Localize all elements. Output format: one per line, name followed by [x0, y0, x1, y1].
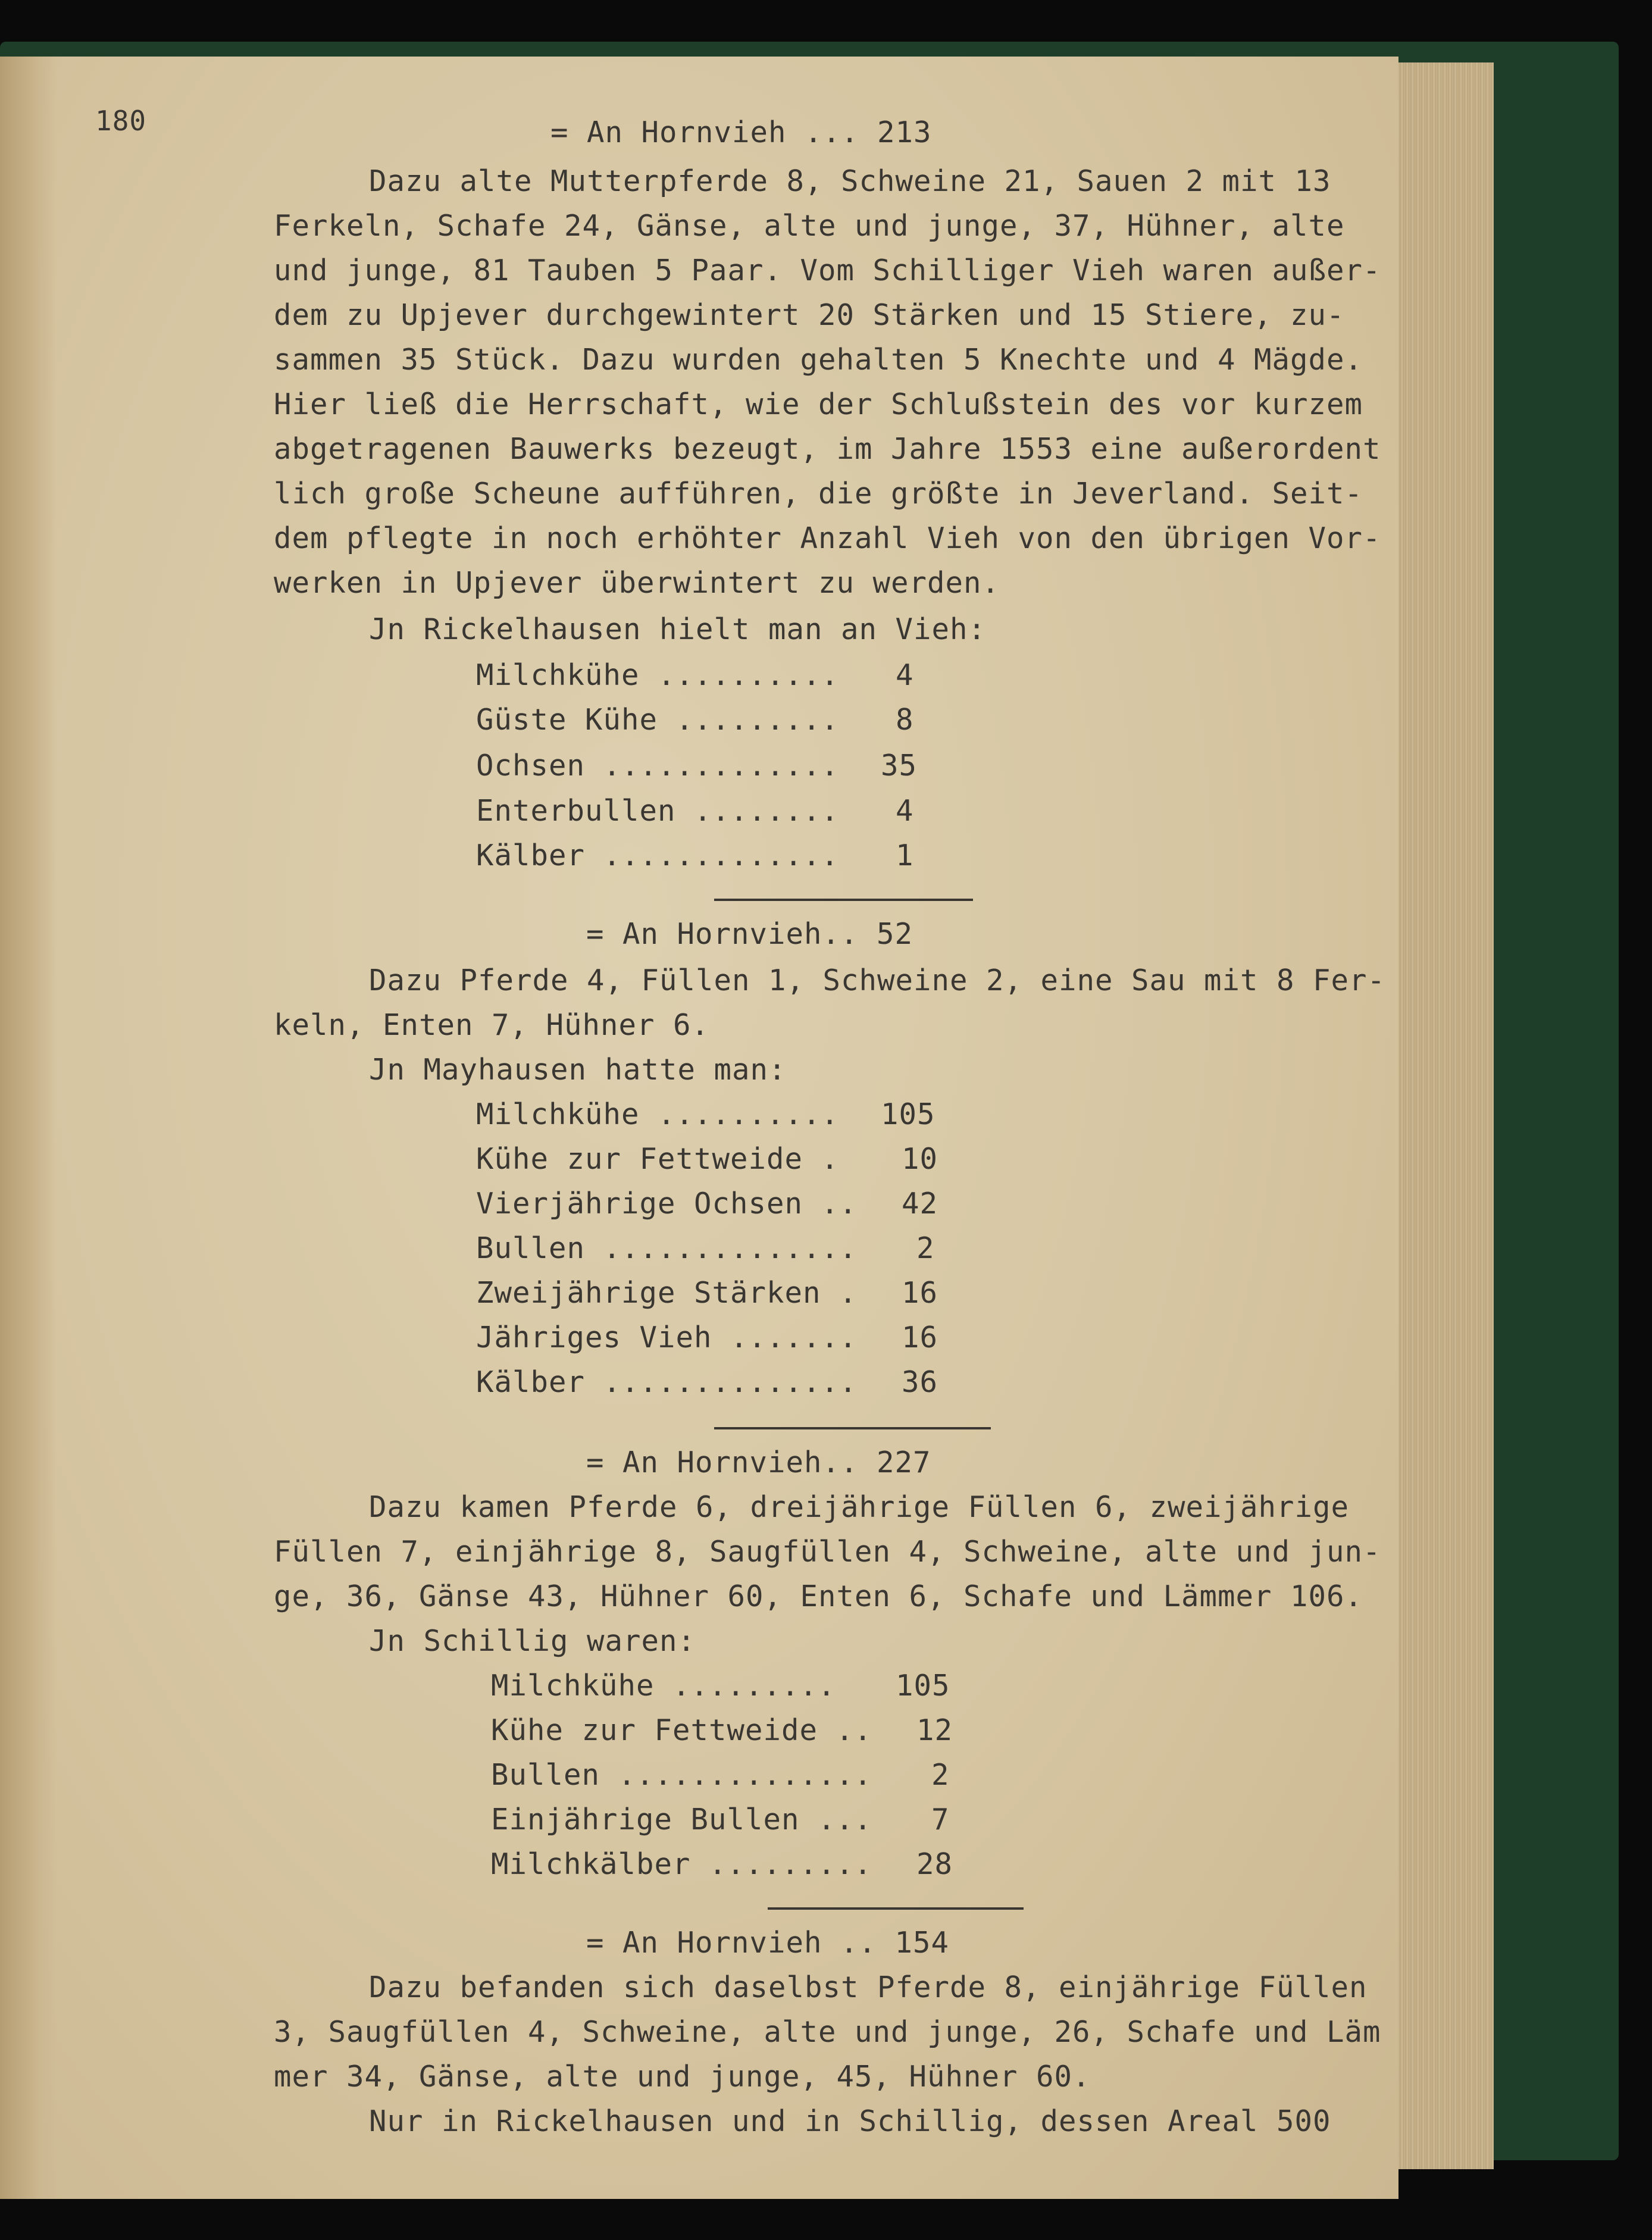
mayhausen-total: = An Hornvieh.. 227 — [586, 1446, 931, 1479]
schillig-total: = An Hornvieh .. 154 — [586, 1926, 950, 1960]
schillig-after-line-4: Nur in Rickelhausen und in Schillig, dessen Areal 500 — [369, 2104, 1331, 2138]
para1-line-7: abgetragenen Bauwerks bezeugt, im Jahre 1553 eine außerordent — [274, 432, 1381, 466]
mayhausen-row-value: 36 — [902, 1365, 938, 1399]
rickelhausen-row-value: 1 — [896, 839, 914, 872]
sum-rule — [768, 1907, 1024, 1910]
rickelhausen-row-label: Kälber ............. — [476, 839, 840, 872]
mayhausen-row-value: 2 — [916, 1231, 935, 1265]
mayhausen-row-value: 42 — [902, 1187, 938, 1221]
mayhausen-after-line-1: Dazu kamen Pferde 6, dreijährige Füllen 6, zweijährige — [369, 1490, 1350, 1524]
page-stack-edge — [1398, 62, 1494, 2169]
mayhausen-after-line-3: ge, 36, Gänse 43, Hühner 60, Enten 6, Schafe und Lämmer 106. — [274, 1579, 1363, 1613]
para1-line-1: Dazu alte Mutterpferde 8, Schweine 21, Sauen 2 mit 13 — [369, 164, 1331, 198]
mayhausen-row-label: Jähriges Vieh ....... — [476, 1321, 858, 1354]
sum-rule — [714, 1427, 991, 1429]
mayhausen-row-value: 105 — [881, 1097, 935, 1131]
mayhausen-row-value: 16 — [902, 1276, 938, 1310]
schillig-row-value: 105 — [896, 1669, 950, 1703]
para1-line-3: und junge, 81 Tauben 5 Paar. Vom Schilliger Vieh waren außer- — [274, 254, 1381, 287]
para1-line-4: dem zu Upjever durchgewintert 20 Stärken und 15 Stiere, zu- — [274, 298, 1345, 332]
rickelhausen-after-line-1: Dazu Pferde 4, Füllen 1, Schweine 2, eine Sau mit 8 Fer- — [369, 963, 1386, 997]
mayhausen-row-label: Milchkühe .......... — [476, 1097, 840, 1131]
schillig-row-label: Milchkühe ......... — [491, 1669, 836, 1703]
para1-line-2: Ferkeln, Schafe 24, Gänse, alte und junge, 37, Hühner, alte — [274, 209, 1345, 243]
mayhausen-row-label: Vierjährige Ochsen .. — [476, 1187, 858, 1221]
mayhausen-after-line-2: Füllen 7, einjährige 8, Saugfüllen 4, Schweine, alte und jun- — [274, 1535, 1381, 1569]
rickelhausen-row-label: Ochsen ............. — [476, 749, 840, 783]
sum-rule — [714, 899, 973, 901]
previous-total-line: = An Hornvieh ... 213 — [550, 115, 932, 149]
rickelhausen-intro: Jn Rickelhausen hielt man an Vieh: — [369, 612, 987, 646]
schillig-row-label: Einjährige Bullen ... — [491, 1803, 872, 1837]
schillig-row-value: 2 — [931, 1758, 950, 1792]
rickelhausen-row-value: 4 — [896, 658, 914, 692]
rickelhausen-total: = An Hornvieh.. 52 — [586, 917, 913, 951]
rickelhausen-row-label: Enterbullen ........ — [476, 794, 840, 828]
para1-line-6: Hier ließ die Herrschaft, wie der Schlußstein des vor kurzem — [274, 387, 1363, 421]
schillig-after-line-2: 3, Saugfüllen 4, Schweine, alte und junge, 26, Schafe und Läm — [274, 2015, 1381, 2049]
mayhausen-row-value: 16 — [902, 1321, 938, 1354]
para1-line-10: werken in Upjever überwintert zu werden. — [274, 566, 1000, 600]
schillig-intro: Jn Schillig waren: — [369, 1624, 696, 1658]
schillig-row-value: 12 — [916, 1713, 953, 1747]
mayhausen-row-label: Kälber .............. — [476, 1365, 858, 1399]
schillig-row-label: Bullen .............. — [491, 1758, 872, 1792]
rickelhausen-after-line-2: keln, Enten 7, Hühner 6. — [274, 1008, 710, 1042]
rickelhausen-row-value: 4 — [896, 794, 914, 828]
rickelhausen-row-value: 8 — [896, 703, 914, 737]
rickelhausen-row-label: Milchkühe .......... — [476, 658, 840, 692]
para1-line-8: lich große Scheune aufführen, die größte in Jeverland. Seit- — [274, 477, 1363, 511]
page-number: 180 — [95, 105, 147, 137]
page-gutter — [0, 57, 57, 2199]
rickelhausen-row-value: 35 — [881, 749, 918, 783]
para1-line-9: dem pflegte in noch erhöhter Anzahl Vieh von den übrigen Vor- — [274, 521, 1381, 555]
schillig-row-value: 7 — [931, 1803, 950, 1837]
para1-line-5: sammen 35 Stück. Dazu wurden gehalten 5 Knechte und 4 Mägde. — [274, 343, 1363, 377]
schillig-row-label: Kühe zur Fettweide .. — [491, 1713, 872, 1747]
rickelhausen-row-label: Güste Kühe ......... — [476, 703, 840, 737]
schillig-after-line-3: mer 34, Gänse, alte und junge, 45, Hühner 60. — [274, 2060, 1091, 2094]
schillig-row-value: 28 — [916, 1847, 953, 1881]
mayhausen-intro: Jn Mayhausen hatte man: — [369, 1053, 787, 1087]
mayhausen-row-value: 10 — [902, 1142, 938, 1176]
mayhausen-row-label: Zweijährige Stärken . — [476, 1276, 858, 1310]
schillig-row-label: Milchkälber ......... — [491, 1847, 872, 1881]
mayhausen-row-label: Kühe zur Fettweide . — [476, 1142, 840, 1176]
schillig-after-line-1: Dazu befanden sich daselbst Pferde 8, einjährige Füllen — [369, 1970, 1368, 2004]
mayhausen-row-label: Bullen .............. — [476, 1231, 858, 1265]
